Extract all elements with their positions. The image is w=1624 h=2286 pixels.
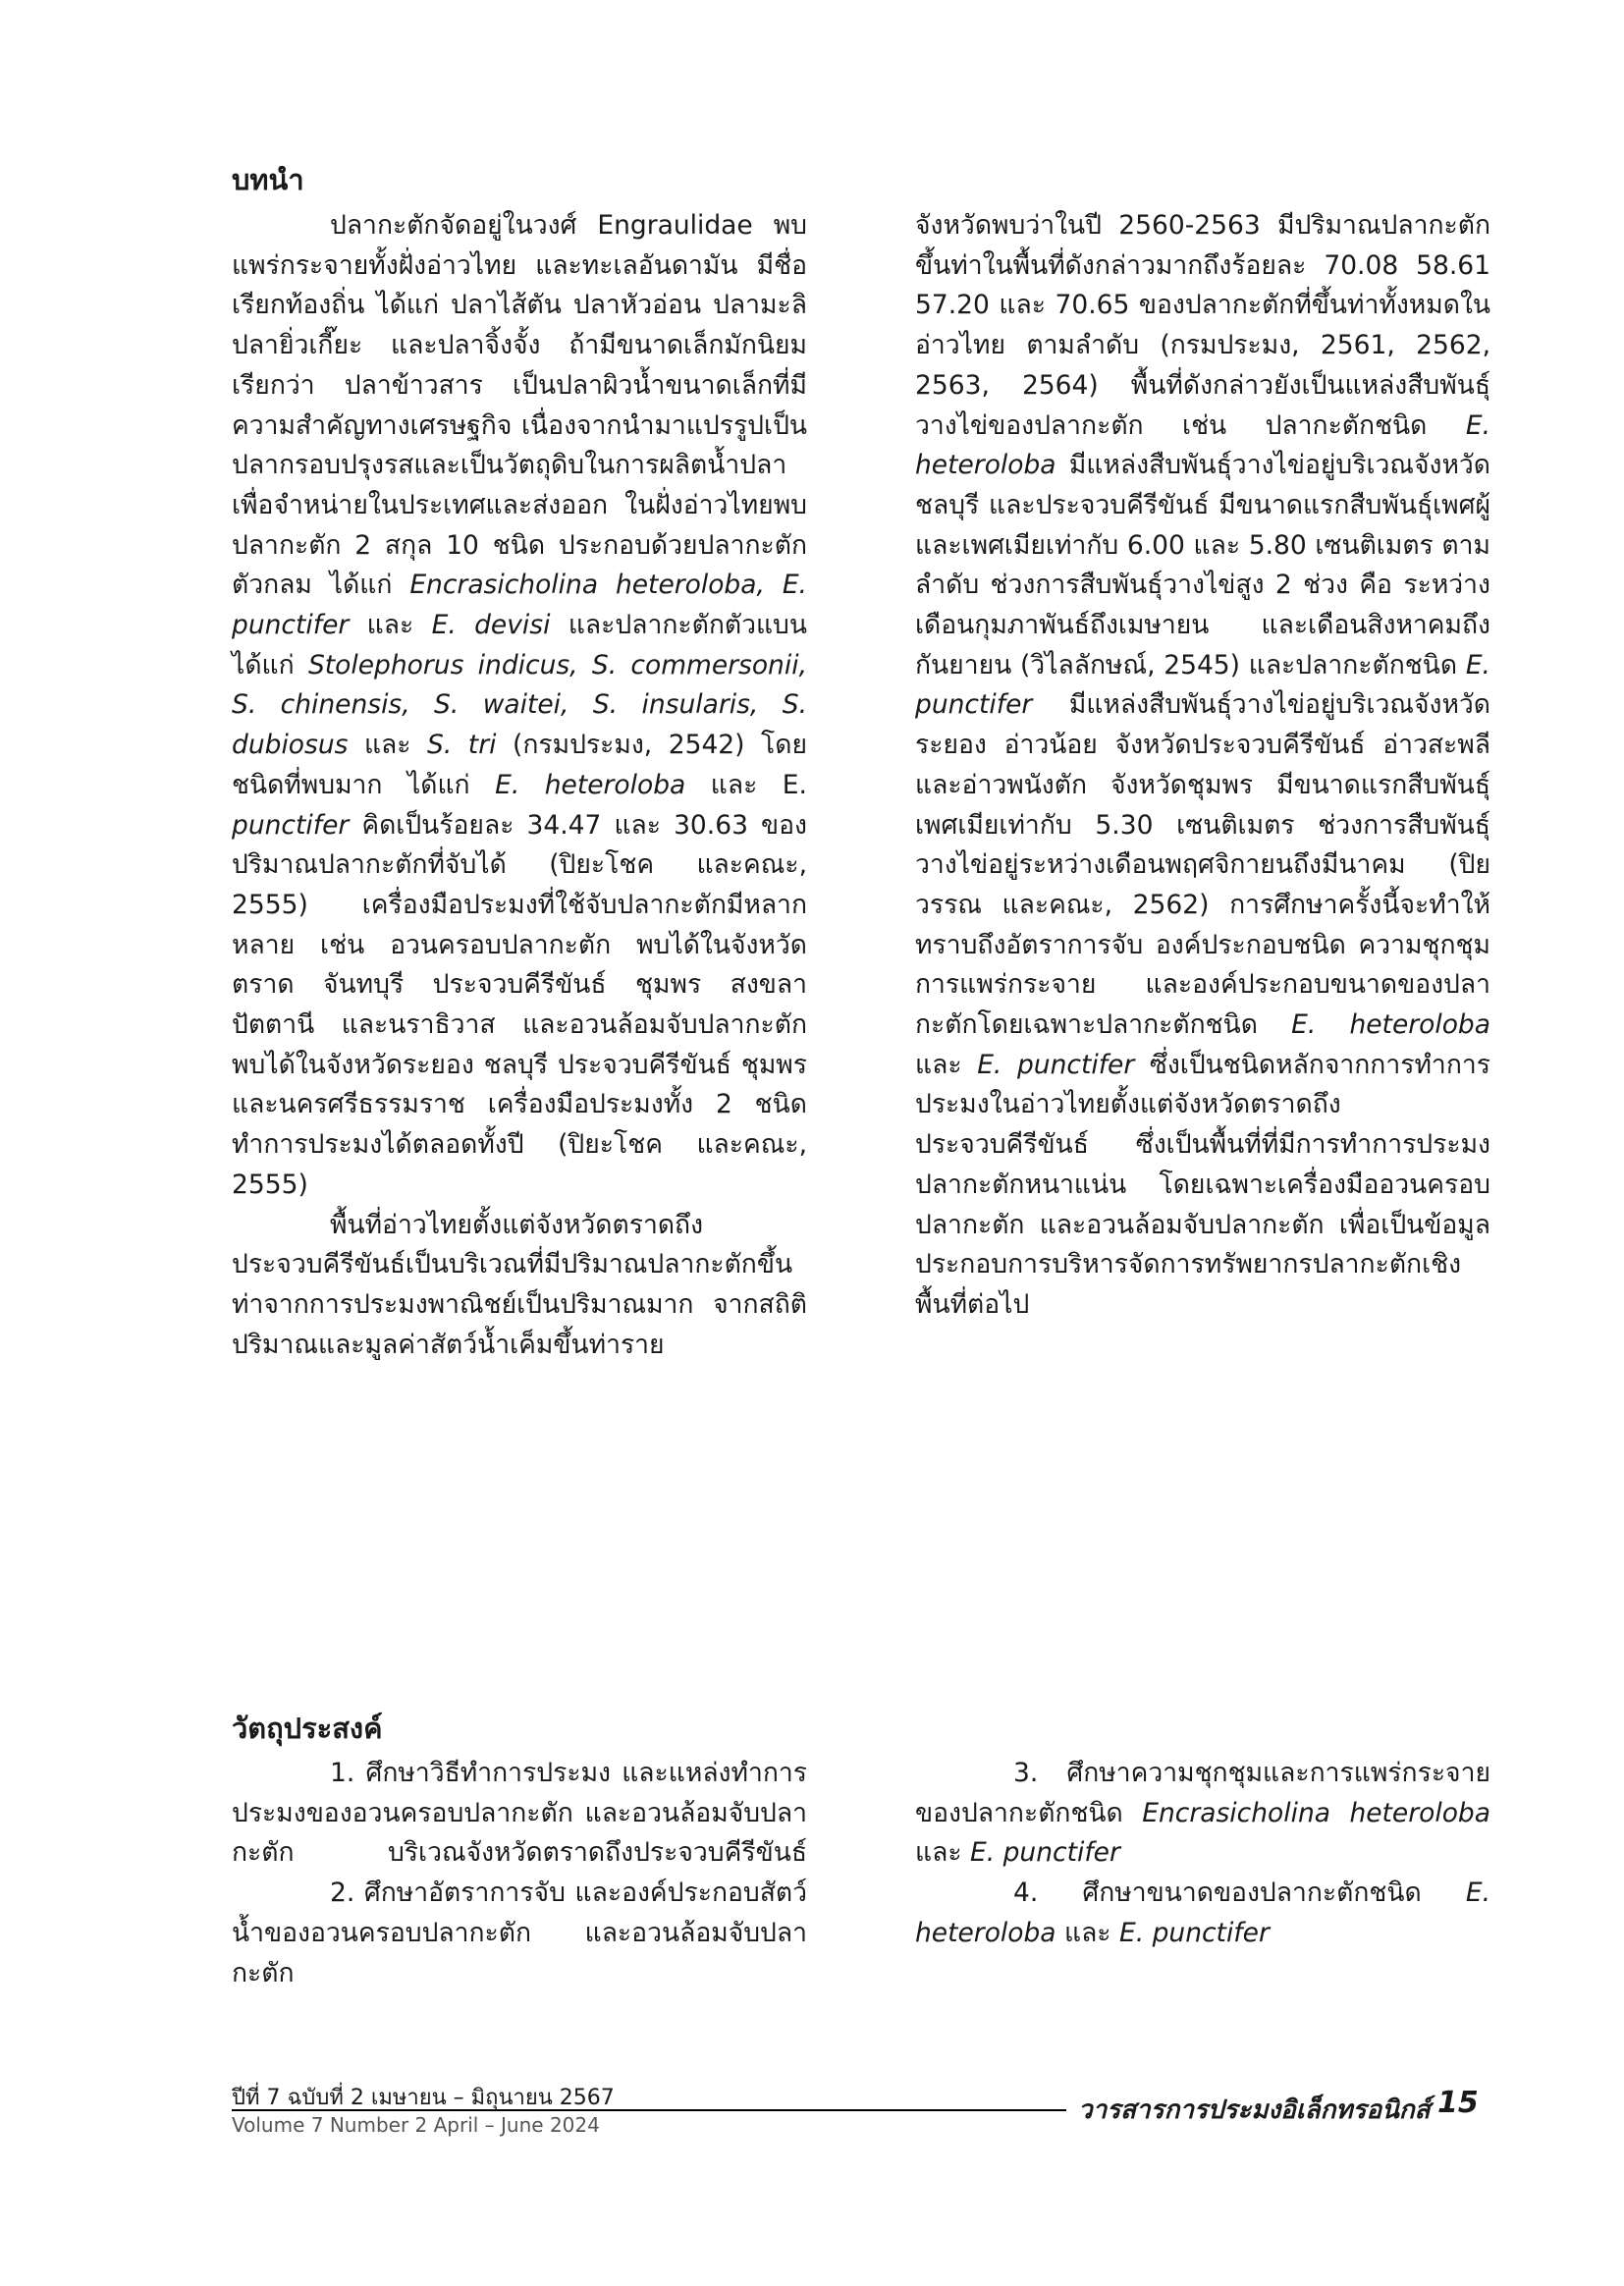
intro-right-column [915,206,1490,1326]
footer-journal-name: วารสารการประมงอิเล็กทรอนิกส์ [1078,2096,1431,2125]
page-number: 15 [1437,2086,1479,2120]
objectives-left-column [232,1754,807,1993]
intro-paragraph-3: จังหวัดพบว่าในปี 2560-2563 มีปริมาณปลากะตักขึ้นท่าในพื้นที่ดังกล่าวมากถึงร้อยละ 70.08 58.61 57.20 และ 70.65 ของปลากะตักที่ขึ้นท่าทั้งหมดในอ่าวไทย ตามลำดับ (กรมประมง, 2561, 2562, 2563, 2564) พื้นที่ดังกล่าวยังเป็นแหล่งสืบพันธุ์วางไข่ของปลากะตัก เช่น ปลากะตักชนิด E. heteroloba มีแหล่งสืบพันธุ์วางไข่อยู่บริเวณจังหวัดชลบุรี และประจวบคีรีขันธ์ มีขนาดแรกสืบพันธุ์เพศผู้และเพศเมียเท่ากับ 6.00 และ 5.80 เซนติเมตร ตามลำดับ ช่วงการสืบพันธุ์วางไข่สูง 2 ช่วง คือ ระหว่างเดือนกุมภาพันธ์ถึงเมษายน และเดือนสิงหาคมถึงกันยายน (วิไลลักษณ์, 2545) และปลากะตักชนิด E. punctifer มีแหล่งสืบพันธุ์วางไข่อยู่บริเวณจังหวัดระยอง อ่าวน้อย จังหวัดประจวบคีรีขันธ์ อ่าวสะพลี และอ่าวพนังตัก จังหวัดชุมพร มีขนาดแรกสืบพันธุ์เพศเมียเท่ากับ 5.30 เซนติเมตร ช่วงการสืบพันธุ์วางไข่อยู่ระหว่างเดือนพฤศจิกายนถึงมีนาคม (ปิยวรรณ และคณะ, 2562) การศึกษาครั้งนี้จะทำให้ทราบถึงอัตราการจับ องค์ประกอบชนิด ความชุกชุม การแพร่กระจาย และองค์ประกอบขนาดของปลากะตักโดยเฉพาะปลากะตักชนิด E. heteroloba และ E. punctifer ซึ่งเป็นชนิดหลักจากการทำการประมงในอ่าวไทยตั้งแต่จังหวัดตราดถึงประจวบคีรีขันธ์ ซึ่งเป็นพื้นที่ที่มีการทำการประมงปลากะตักหนาแน่น โดยเฉพาะเครื่องมืออวนครอบปลากะตัก และอวนล้อมจับปลากะตัก เพื่อเป็นข้อมูลประกอบการบริหารจัดการทรัพยากรปลากะตักเชิงพื้นที่ต่อไป [915,210,1490,1320]
intro-paragraph-2: พื้นที่อ่าวไทยตั้งแต่จังหวัดตราดถึงประจวบคีรีขันธ์เป็นบริเวณที่มีปริมาณปลากะตักขึ้นท่าจากการประมงพาณิชย์เป็นปริมาณมาก จากสถิติปริมาณและมูลค่าสัตว์น้ำเค็มขึ้นท่าราย [232,1209,807,1360]
intro-left-column [232,206,807,1365]
footer-issue-thai: ปีที่ 7 ฉบับที่ 2 เมษายน – มิถุนายน 2567 [232,2086,615,2110]
intro-heading: บทนำ [232,163,304,196]
objective-2: 2. ศึกษาอัตราการจับ และองค์ประกอบสัตว์น้ำของอวนครอบปลากะตัก และอวนล้อมจับปลากะตัก [232,1878,807,1988]
intro-paragraph-1: ปลากะตักจัดอยู่ในวงศ์ Engraulidae พบแพร่กระจายทั้งฝั่งอ่าวไทย และทะเลอันดามัน มีชื่อเรียกท้องถิ่น ได้แก่ ปลาไส้ตัน ปลาหัวอ่อน ปลามะลิ ปลายิ่วเกี๊ยะ และปลาจิ้งจั้ง ถ้ามีขนาดเล็กมักนิยมเรียกว่า ปลาข้าวสาร เป็นปลาผิวน้ำขนาดเล็กที่มีความสำคัญทางเศรษฐกิจ เนื่องจากนำมาแปรรูปเป็นปลากรอบปรุงรสและเป็นวัตถุดิบในการผลิตน้ำปลา เพื่อจำหน่ายในประเทศและส่งออก ในฝั่งอ่าวไทยพบปลากะตัก 2 สกุล 10 ชนิด ประกอบด้วยปลากะตักตัวกลม ได้แก่ Encrasicholina heteroloba, E. punctifer และ E. devisi และปลากะตักตัวแบน ได้แก่ Stolephorus indicus, S. commersonii, S. chinensis, S. waitei, S. insularis, S. dubiosus และ S. tri (กรมประมง, 2542) โดยชนิดที่พบมาก ได้แก่ E. heteroloba และ E. punctifer คิดเป็นร้อยละ 34.47 และ 30.63 ของปริมาณปลากะตักที่จับได้ (ปิยะโชค และคณะ, 2555) เครื่องมือประมงที่ใช้จับปลากะตักมีหลากหลาย เช่น อวนครอบปลากะตัก พบได้ในจังหวัดตราด จันทบุรี ประจวบคีรีขันธ์ ชุมพร สงขลา ปัตตานี และนราธิวาส และอวนล้อมจับปลากะตัก พบได้ในจังหวัดระยอง ชลบุรี ประจวบคีรีขันธ์ ชุมพร และนครศรีธรรมราช เครื่องมือประมงทั้ง 2 ชนิด ทำการประมงได้ตลอดทั้งปี (ปิยะโชค และคณะ, 2555) [232,210,807,1200]
objectives-right-column [915,1754,1490,1954]
footer-rule [232,2109,1066,2111]
objectives-heading: วัตถุประสงค์ [232,1712,383,1745]
objective-3: 3. ศึกษาความชุกชุมและการแพร่กระจายของปลากะตักชนิด Encrasicholina heteroloba และ E. punctifer [915,1758,1490,1869]
objective-1: 1. ศึกษาวิธีทำการประมง และแหล่งทำการประมงของอวนครอบปลากะตัก และอวนล้อมจับปลากะตัก บริเวณจังหวัดตราดถึงประจวบคีรีขันธ์ [232,1758,807,1869]
footer-issue-english: Volume 7 Number 2 April – June 2024 [232,2113,600,2137]
objective-4: 4. ศึกษาขนาดของปลากะตักชนิด E. heteroloba และ E. punctifer [915,1878,1490,1948]
